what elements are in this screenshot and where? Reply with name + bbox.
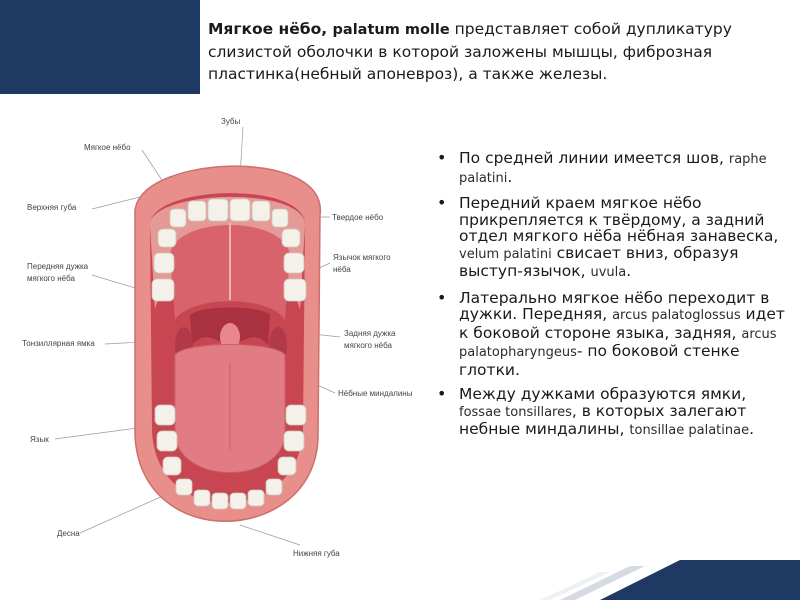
- mouth-illustration: [0, 105, 420, 600]
- label-upper-lip: Верхняя губа: [27, 203, 77, 212]
- title-line-1: Мягкое нёбо, palatum molle представляет собой дупликатуру: [208, 20, 732, 38]
- label-hard-palate: Твердое нёбо: [332, 213, 384, 222]
- slide-title: [208, 18, 800, 85]
- label-teeth: Зубы: [221, 117, 241, 126]
- title-line-2: слизистой оболочки в которой заложены мышцы, фиброзная: [208, 43, 713, 61]
- label-tongue: Язык: [30, 435, 49, 444]
- label-uvula-1: Язычок мягкого: [333, 253, 391, 262]
- corner-decoration: [540, 560, 800, 600]
- bullet-item: • Между дужками образуются ямки, fossae tonsillares, в которых залегают небные миндалины, tonsillae palatinae.: [437, 386, 787, 440]
- label-soft-palate: Мягкое нёбо: [84, 143, 131, 152]
- label-rear-arch-1: Задняя дужка: [344, 329, 396, 338]
- label-lower-lip: Нижняя губа: [293, 549, 340, 558]
- label-front-arch-1: Передняя дужка: [27, 262, 89, 271]
- label-uvula-2: нёба: [333, 265, 351, 274]
- label-gum: Десна: [57, 529, 80, 538]
- bullet-item: • По средней линии имеется шов, raphe palatini.: [437, 150, 787, 187]
- label-rear-arch-2: мягкого нёба: [344, 341, 392, 350]
- label-tonsil-fossa: Тонзиллярная ямка: [22, 339, 95, 348]
- label-front-arch-2: мягкого нёба: [27, 274, 75, 283]
- bullet-item: • Латерально мягкое нёбо переходит в дужки. Передняя, arcus palatoglossus идет к боковой стороне языка, задняя, arcus palatopharyngeus- по боковой стенке глотки.: [437, 290, 787, 379]
- bullet-item: • Передний краем мягкое нёбо прикрепляется к твёрдому, а задний отдел мягкого нёба нёбная занавеска, velum palatini свисает вниз, образуя выступ-язычок, uvula.: [437, 195, 787, 282]
- label-tonsils: Нёбные миндалины: [338, 389, 413, 398]
- title-line-3: пластинка(небный апоневроз), а также железы.: [208, 65, 608, 83]
- header-band: [0, 0, 200, 94]
- bullet-list: [437, 150, 787, 448]
